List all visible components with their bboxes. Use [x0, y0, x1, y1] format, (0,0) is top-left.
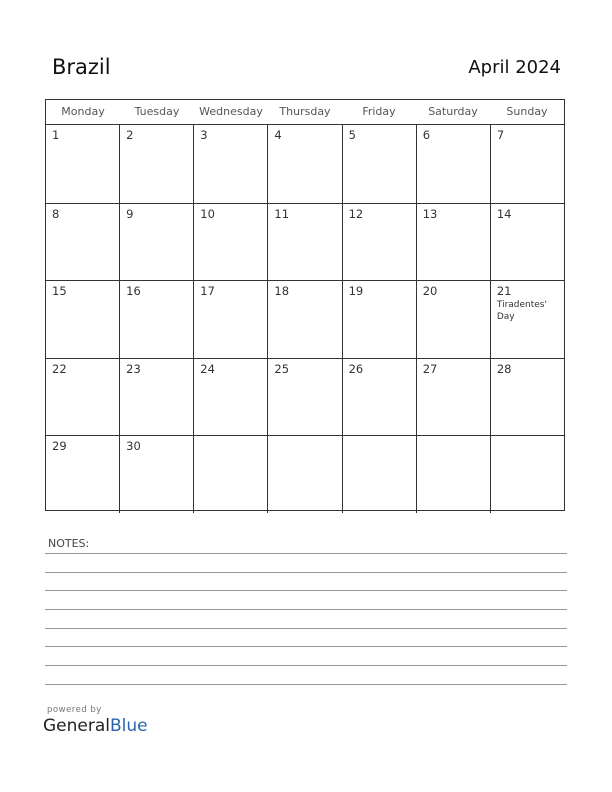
day-cell [267, 125, 341, 203]
month-title: April 2024 [468, 57, 561, 78]
brand-blue: Blue [110, 716, 148, 736]
calendar-grid [45, 99, 565, 511]
day-cell [267, 436, 341, 513]
weekday-header: Saturday [428, 105, 478, 118]
day-number: 5 [348, 128, 356, 142]
day-number: 10 [200, 206, 215, 221]
day-cell [119, 359, 193, 436]
day-number: 28 [496, 361, 512, 376]
day-cell [119, 436, 193, 513]
weekday-header: Thursday [279, 105, 331, 118]
day-cell [46, 436, 119, 513]
day-number: 25 [274, 361, 290, 376]
day-number: 9 [126, 206, 134, 221]
brand-logo [43, 716, 148, 736]
day-cell [490, 204, 564, 281]
day-number: 14 [496, 206, 512, 221]
calendar-week-row [46, 435, 564, 513]
note-line [45, 572, 567, 573]
holiday-label: Tiradentes' Day [496, 300, 547, 323]
weekday-header: Monday [61, 105, 105, 118]
weekday-header: Sunday [506, 105, 548, 118]
weekday-header-row [46, 100, 564, 125]
brand-general: General [43, 716, 110, 736]
calendar-week-row [46, 125, 564, 203]
country-title: Brazil [52, 55, 111, 79]
weekday-header: Wednesday [199, 105, 263, 118]
day-cell [267, 359, 341, 436]
day-cell [342, 359, 416, 436]
day-cell [490, 125, 564, 203]
day-number: 6 [422, 128, 431, 142]
day-cell [342, 436, 416, 513]
day-number: 22 [52, 361, 67, 376]
day-cell [119, 204, 193, 281]
day-number: 15 [52, 284, 67, 299]
day-number: 8 [52, 206, 60, 221]
calendar-week-row [46, 280, 564, 358]
day-number: 13 [422, 206, 438, 221]
day-cell [193, 359, 267, 436]
day-cell [490, 359, 564, 436]
day-cell [267, 204, 341, 281]
day-cell [416, 204, 490, 281]
note-line [45, 609, 567, 610]
day-cell [119, 125, 193, 203]
day-cell [193, 204, 267, 281]
notes-label: NOTES: [48, 537, 90, 550]
day-cell [46, 281, 119, 358]
day-cell [46, 359, 119, 436]
day-number: 17 [200, 284, 215, 299]
day-cell [267, 281, 341, 358]
day-cell [46, 204, 119, 281]
day-cell [490, 436, 564, 513]
day-cell [193, 436, 267, 513]
day-number: 30 [126, 439, 141, 454]
calendar-week-row [46, 358, 564, 436]
day-cell [193, 281, 267, 358]
note-line [45, 665, 567, 666]
day-number: 16 [126, 284, 141, 299]
day-number: 7 [496, 128, 505, 142]
calendar-week-row [46, 203, 564, 281]
powered-by-text: powered by [47, 705, 102, 715]
note-line [45, 553, 567, 554]
note-line [45, 646, 567, 647]
day-number: 27 [422, 361, 438, 376]
day-number: 4 [274, 128, 282, 142]
day-cell [342, 125, 416, 203]
day-number: 1 [52, 128, 60, 142]
day-number: 21 [496, 284, 512, 299]
day-number: 2 [126, 128, 134, 142]
weekday-header: Tuesday [134, 105, 180, 118]
day-cell [119, 281, 193, 358]
day-number: 19 [348, 284, 364, 299]
day-cell [46, 125, 119, 203]
day-cell [193, 125, 267, 203]
day-number: 29 [52, 439, 67, 454]
weekday-header: Friday [362, 105, 396, 118]
calendar-weeks [46, 125, 564, 513]
day-number: 23 [126, 361, 141, 376]
day-cell [490, 281, 564, 358]
day-cell [416, 281, 490, 358]
note-line [45, 628, 567, 629]
day-number: 26 [348, 361, 364, 376]
day-number: 11 [274, 206, 290, 221]
day-number: 20 [422, 284, 438, 299]
note-line [45, 684, 567, 685]
day-number: 12 [348, 206, 364, 221]
day-cell [342, 204, 416, 281]
day-cell [342, 281, 416, 358]
day-number: 24 [200, 361, 215, 376]
day-cell [416, 436, 490, 513]
day-cell [416, 125, 490, 203]
note-line [45, 590, 567, 591]
day-number: 3 [200, 128, 208, 142]
day-number: 18 [274, 284, 290, 299]
day-cell [416, 359, 490, 436]
